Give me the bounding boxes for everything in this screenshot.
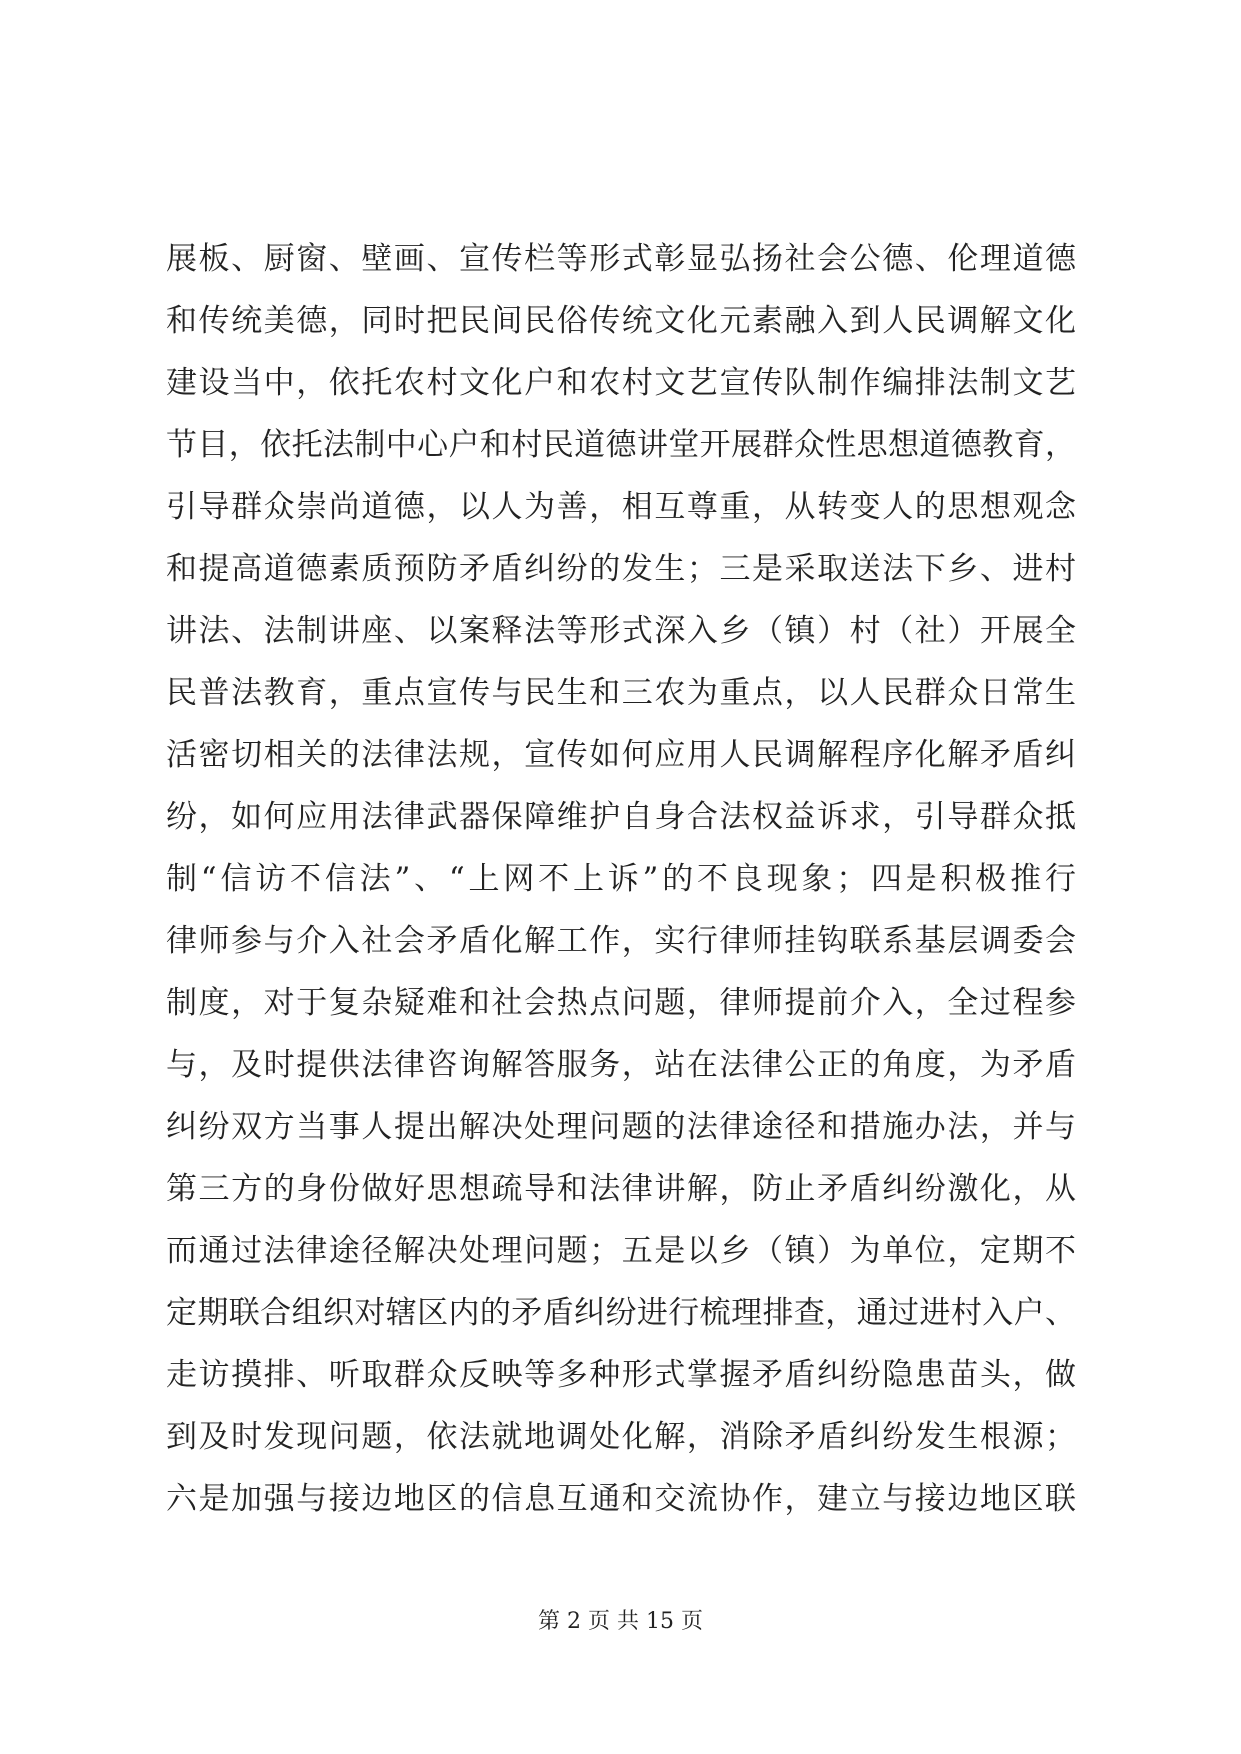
text-line: 与，及时提供法律咨询解答服务，站在法律公正的角度，为矛盾 [166,1047,1076,1083]
text-line: 走访摸排、听取群众反映等多种形式掌握矛盾纠纷隐患苗头，做 [166,1357,1076,1393]
text-line: 和传统美德，同时把民间民俗传统文化元素融入到人民调解文化 [166,303,1076,339]
text-line: 第三方的身份做好思想疏导和法律讲解，防止矛盾纠纷激化，从 [166,1171,1076,1207]
text-line: 纠纷双方当事人提出解决处理问题的法律途径和措施办法，并与 [166,1109,1076,1145]
text-line: 节目，依托法制中心户和村民道德讲堂开展群众性思想道德教育， [166,427,1076,463]
text-line: 律师参与介入社会矛盾化解工作，实行律师挂钩联系基层调委会 [166,923,1076,959]
text-line: 展板、厨窗、壁画、宣传栏等形式彰显弘扬社会公德、伦理道德 [166,241,1076,277]
text-line: 讲法、法制讲座、以案释法等形式深入乡（镇）村（社）开展全 [166,613,1076,649]
text-line: 纷，如何应用法律武器保障维护自身合法权益诉求，引导群众抵 [166,799,1076,835]
text-line: 制度，对于复杂疑难和社会热点问题，律师提前介入，全过程参 [166,985,1076,1021]
text-line: 而通过法律途径解决处理问题；五是以乡（镇）为单位，定期不 [166,1233,1076,1269]
text-line: 制“信访不信法”、“上网不上诉”的不良现象；四是积极推行 [166,861,1076,897]
text-line: 和提高道德素质预防矛盾纠纷的发生；三是采取送法下乡、进村 [166,551,1076,587]
body-text [166,228,1076,1530]
text-line: 到及时发现问题，依法就地调处化解，消除矛盾纠纷发生根源； [166,1419,1076,1455]
text-line: 定期联合组织对辖区内的矛盾纠纷进行梳理排查，通过进村入户、 [166,1295,1076,1331]
text-line: 建设当中，依托农村文化户和农村文艺宣传队制作编排法制文艺 [166,365,1076,401]
text-line: 活密切相关的法律法规，宣传如何应用人民调解程序化解矛盾纠 [166,737,1076,773]
page-number-footer: 第 2 页 共 15 页 [538,1609,703,1634]
text-line: 引导群众崇尚道德，以人为善，相互尊重，从转变人的思想观念 [166,489,1076,525]
text-line: 六是加强与接边地区的信息互通和交流协作，建立与接边地区联 [166,1481,1076,1517]
text-line: 民普法教育，重点宣传与民生和三农为重点，以人民群众日常生 [166,675,1076,711]
